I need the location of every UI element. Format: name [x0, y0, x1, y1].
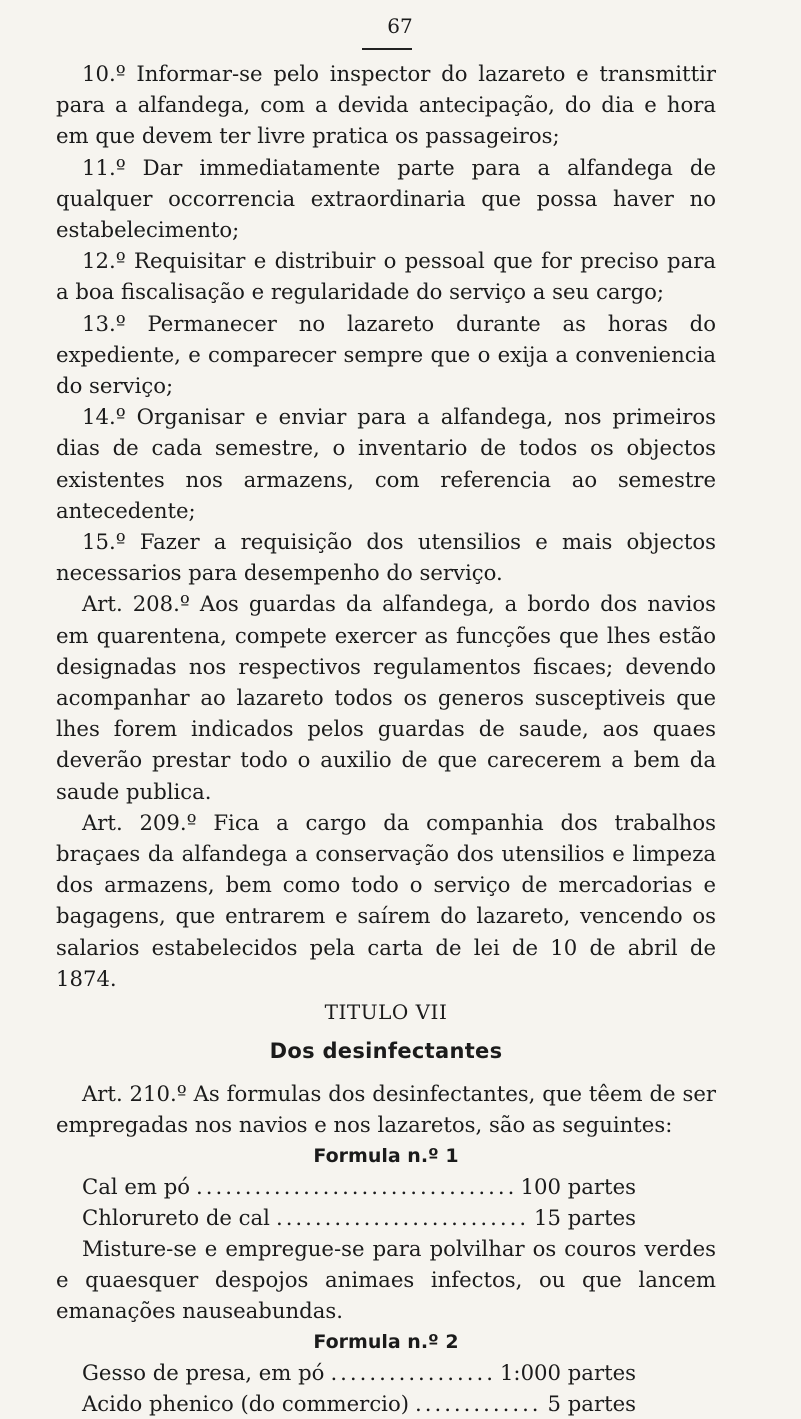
formula-1-instruction: Misture-se e empregue-se para polvilhar os couros verdes e quaesquer despojos animaes infectos, ou que lancem emanações nauseabundas. [56, 1235, 716, 1324]
section-title: TITULO VII [324, 1000, 448, 1025]
paragraph-item-13: 13.º Permanecer no lazareto durante as horas do expediente, e comparecer sempre que o exija a conveniencia do serviço; [56, 310, 716, 399]
formula-1-row [56, 1202, 716, 1233]
formula-ingredient: Acido phenico (do commercio) [82, 1390, 409, 1416]
formula-ingredient: Gesso de presa, em pó [82, 1359, 325, 1385]
header-rule [362, 48, 412, 50]
paragraph-article-210: Art. 210.º As formulas dos desinfectantes, que têem de ser empregadas nos navios e nos lazaretos, são as seguintes: [56, 1081, 716, 1138]
paragraph-item-11: 11.º Dar immediatamente parte para a alfandega de qualquer occorrencia extraordinaria que possa haver no estabelecimento; [56, 154, 716, 243]
dot-leader [276, 1202, 528, 1233]
formula-ingredient: Cal em pó [82, 1173, 191, 1199]
dot-leader [196, 1171, 515, 1202]
paragraph-item-12: 12.º Requisitar e distribuir o pessoal que for preciso para a boa fiscalisação e regularidade do serviço a seu cargo; [56, 248, 716, 305]
document-body [56, 58, 716, 1419]
dot-leader [330, 1357, 494, 1388]
paragraph-item-14: 14.º Organisar e enviar para a alfandega, nos primeiros dias de cada semestre, o inventario de todos os objectos existentes nos armazens, com referencia ao semestre antecedente; [56, 404, 716, 523]
formula-2-row [56, 1357, 716, 1388]
paragraph-item-10: 10.º Informar-se pelo inspector do lazareto e transmittir para a alfandega, com a devida antecipação, do dia e hora em que devem ter livre pratica os passageiros; [56, 61, 716, 149]
formula-quantity: 100 partes [520, 1173, 636, 1199]
paragraph-article-209: Art. 209.º Fica a cargo da companhia dos trabalhos braçaes da alfandega a conservação dos utensilios e limpeza dos armazens, bem como todo o serviço de mercadorias e bagagens, que entrarem e saírem do lazareto, vencendo os salarios estabelecidos pela carta de lei de 10 de abril de 1874. [56, 809, 716, 991]
formula-2-row [56, 1388, 716, 1419]
formula-1-row [56, 1171, 716, 1202]
formula-1-label: Formula n.º 1 [313, 1144, 459, 1167]
dot-leader [415, 1388, 542, 1419]
section-subtitle: Dos desinfectantes [269, 1039, 503, 1064]
formula-2-label: Formula n.º 2 [313, 1330, 459, 1353]
formula-ingredient: Chlorureto de cal [82, 1204, 270, 1230]
formula-quantity: 1:000 partes [499, 1359, 636, 1385]
formula-quantity: 5 partes [547, 1390, 636, 1416]
paragraph-article-208: Art. 208.º Aos guardas da alfandega, a bordo dos navios em quarentena, compete exercer as funcções que lhes estão designadas nos respectivos regulamentos fiscaes; devendo acompanhar ao lazareto todos os generos susceptiveis que lhes forem indicados pelos guardas de saude, aos quaes deverão prestar todo o auxilio de que carecerem a bem da saude publica. [56, 591, 716, 804]
paragraph-item-15: 15.º Fazer a requisição dos utensilios e mais objectos necessarios para desempenho do serviço. [56, 529, 716, 586]
formula-quantity: 15 partes [534, 1204, 636, 1230]
page-number: 67 [387, 14, 413, 38]
